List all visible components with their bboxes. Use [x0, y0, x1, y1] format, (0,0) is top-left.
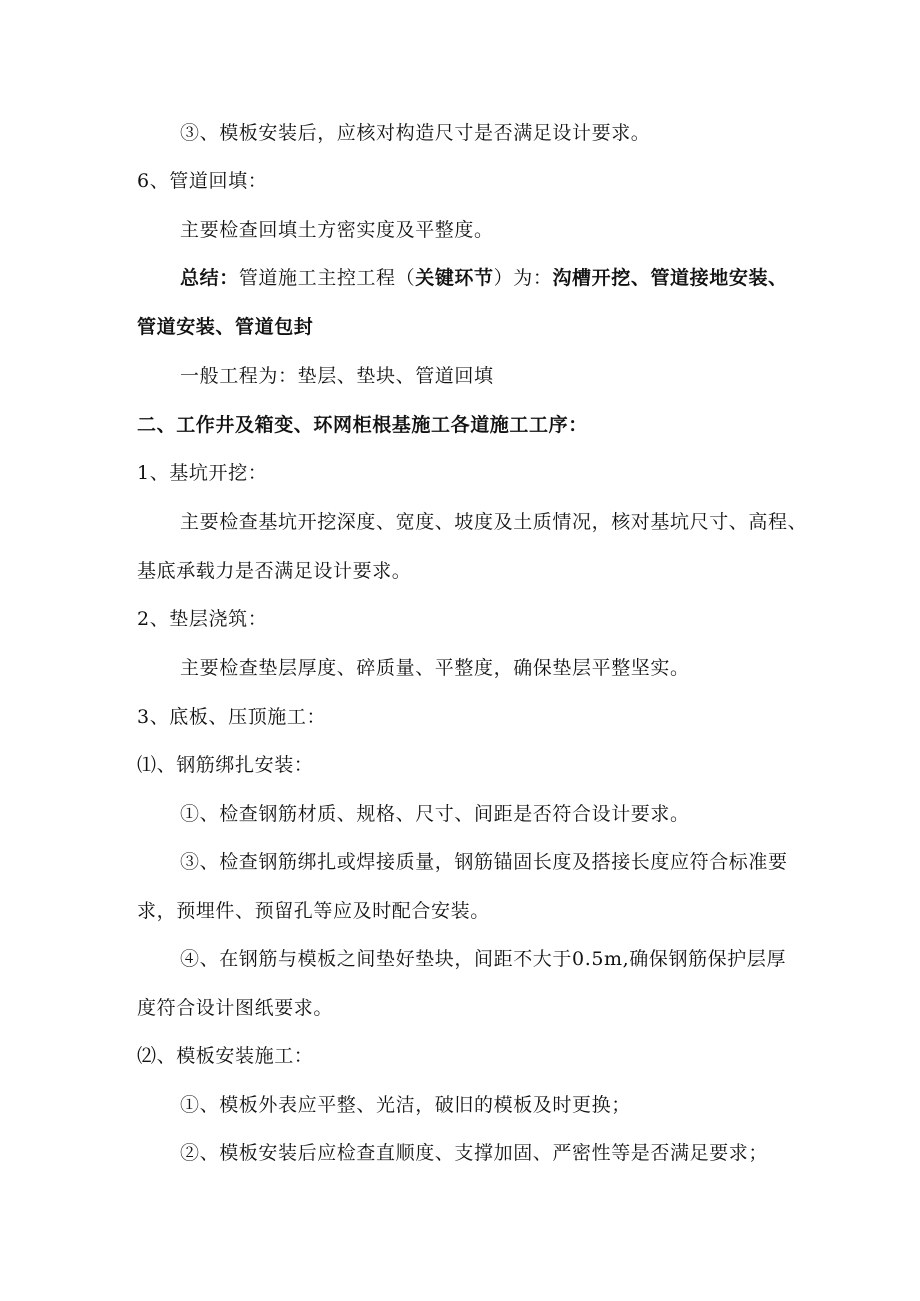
summary-text: 管道施工主控工程（ — [238, 267, 416, 289]
text-line: 求，预埋件、预留孔等应及时配合安装。 — [137, 900, 490, 922]
text-line: ①、模板外表应平整、光洁，破旧的模板及时更换； — [180, 1094, 631, 1116]
section-heading: 3、底板、压顶施工： — [137, 706, 327, 728]
text-line: 主要检查回填土方密实度及平整度。 — [180, 219, 494, 241]
chapter-heading: 二、工作井及箱变、环网柜根基施工各道施工工序： — [137, 414, 588, 436]
summary-key-items: 沟槽开挖、管道接地安装、 — [552, 267, 788, 289]
text-line: ②、模板安装后应检查直顺度、支撑加固、严密性等是否满足要求； — [180, 1142, 769, 1164]
text-line: 度符合设计图纸要求。 — [137, 997, 334, 1019]
subsection-heading: ⑵、模板安装施工： — [137, 1045, 314, 1067]
text-line: ③、检查钢筋绑扎或焊接质量，钢筋锚固长度及搭接长度应符合标准要 — [180, 851, 788, 873]
summary-key-phrase: 关键环节 — [415, 267, 494, 289]
text-line: 主要检查垫层厚度、碎质量、平整度，确保垫层平整坚实。 — [180, 657, 690, 679]
text-line: 主要检查基坑开挖深度、宽度、坡度及土质情况，核对基坑尺寸、高程、 — [180, 511, 808, 533]
summary-label: 总结： — [180, 267, 239, 289]
text-line: 一般工程为：垫层、垫块、管道回填 — [180, 365, 494, 387]
text-line: 基底承载力是否满足设计要求。 — [137, 560, 412, 582]
summary-continuation: 管道安装、管道包封 — [137, 316, 314, 338]
text-line: ④、在钢筋与模板之间垫好垫块，间距不大于0.5m,确保钢筋保护层厚 — [180, 948, 787, 970]
section-heading: 6、管道回填： — [137, 170, 268, 192]
summary-text: ）为： — [493, 267, 553, 289]
section-heading: 2、垫层浇筑： — [137, 608, 268, 630]
subsection-heading: ⑴、钢筋绑扎安装： — [137, 754, 314, 776]
section-heading: 1、基坑开挖： — [137, 462, 268, 484]
text-line: ①、检查钢筋材质、规格、尺寸、间距是否符合设计要求。 — [180, 803, 690, 825]
text-line: ③、模板安装后，应核对构造尺寸是否满足设计要求。 — [180, 122, 651, 144]
summary-line — [180, 266, 788, 290]
